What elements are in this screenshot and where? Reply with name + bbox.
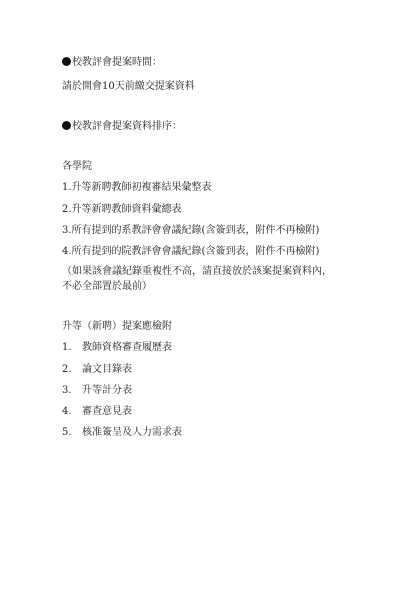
- attachment-item-number: 3.: [62, 385, 72, 396]
- attachment-item-4: [62, 406, 132, 418]
- attachment-item-1: [62, 342, 172, 354]
- college-note-line-2: 不必全部置於最前）: [62, 281, 152, 292]
- bullet-dot-icon: [62, 57, 71, 66]
- attachment-item-label: 核准簽呈及人力需求表: [82, 427, 182, 438]
- attachment-item-number: 5.: [62, 427, 72, 438]
- ordering-heading-text: 校教評會提案資料排序：: [72, 121, 182, 132]
- submission-time-text: 請於開會10天前繳交提案資料: [62, 81, 195, 92]
- attachment-item-number: 4.: [62, 406, 72, 417]
- submission-time-heading: [62, 57, 162, 69]
- college-item-2: 2.升等新聘教師資料彙總表: [62, 204, 182, 215]
- attachment-item-label: 教師資格審查履歷表: [82, 342, 172, 353]
- bullet-dot-icon: [62, 121, 71, 130]
- college-note-line-1: （如果該會議紀錄重複性不高，請直接放於該案提案資料內，: [62, 266, 332, 277]
- attachment-item-label: 審查意見表: [82, 406, 132, 417]
- attachment-item-label: 論文目錄表: [82, 364, 132, 375]
- college-item-3: 3.所有提到的系教評會會議紀錄(含簽到表，附件不再檢附): [62, 225, 320, 236]
- attachment-item-label: 升等計分表: [82, 385, 132, 396]
- college-item-1: 1.升等新聘教師初複審結果彙整表: [62, 182, 212, 193]
- college-item-4: 4.所有提到的院教評會會議紀錄(含簽到表，附件不再檢附): [62, 246, 320, 257]
- attachment-item-number: 2.: [62, 364, 72, 375]
- attachment-item-number: 1.: [62, 342, 72, 353]
- college-title: 各學院: [62, 161, 92, 172]
- submission-time-heading-text: 校教評會提案時間：: [72, 57, 162, 68]
- attachment-item-3: [62, 385, 132, 397]
- attachment-item-2: [62, 364, 132, 376]
- ordering-heading: [62, 121, 182, 133]
- attachment-item-5: [62, 427, 182, 439]
- attachments-title: 升等（新聘）提案應檢附: [62, 321, 172, 332]
